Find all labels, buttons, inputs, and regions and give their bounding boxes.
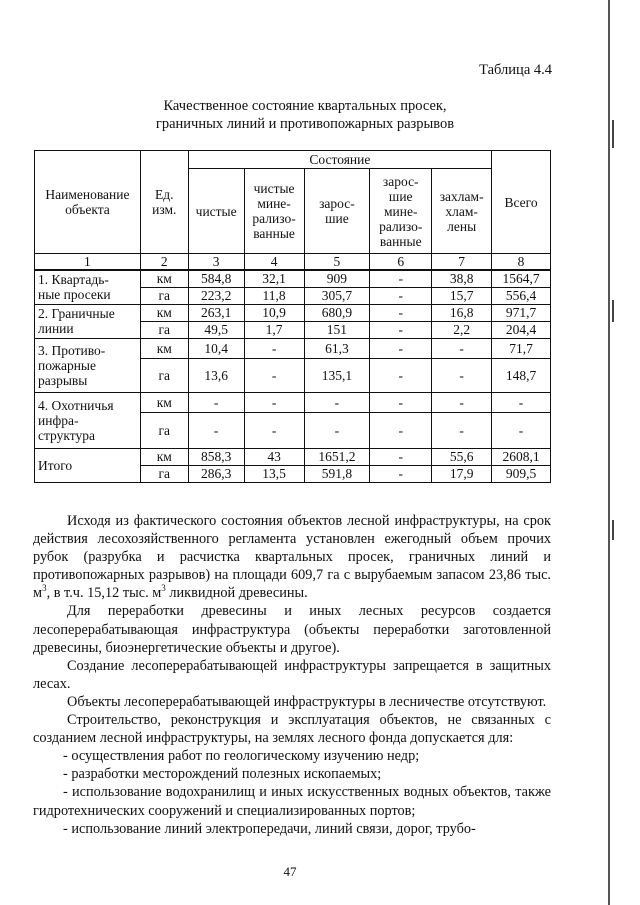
header-line: чистые: [253, 181, 295, 196]
value-cell: 286,3: [188, 465, 244, 482]
header-name: [35, 151, 141, 254]
header-line: мине-: [384, 203, 418, 219]
value-cell: -: [370, 392, 432, 412]
column-number: 7: [432, 254, 492, 271]
value-cell: 680,9: [304, 304, 370, 321]
row-name-line: 2. Граничные: [38, 306, 115, 321]
table-title: [60, 97, 550, 133]
column-number: 1: [35, 254, 141, 271]
header-line: зарос-: [382, 173, 419, 189]
list-item: [33, 765, 551, 783]
header-line: шие: [325, 211, 349, 226]
value-cell: -: [244, 358, 304, 392]
column-number: 3: [188, 254, 244, 271]
value-cell: 151: [304, 321, 370, 338]
table-title-line: граничных линий и противопожарных разрывов: [155, 116, 455, 132]
value-cell: 13,6: [188, 358, 244, 392]
row-name: [35, 270, 141, 304]
row-name: [35, 392, 141, 448]
paragraph: [33, 657, 551, 693]
row-name: [35, 338, 141, 392]
header-line: Ед.: [155, 187, 174, 202]
header-line: ванные: [253, 226, 295, 241]
row-name-line: линии: [38, 321, 74, 336]
unit-cell: га: [140, 465, 188, 482]
unit-cell: га: [140, 358, 188, 392]
paragraph-text: Исходя из фактического состояния объектов лесной инфраструктуры, на срок действия лесохозяйственного регламента установлен ежегодный объем прочих рубок (разрубка и расчистка квартальных просек, граничных линий и противопожарных разрывов) на площади 609,7 га с вырубаемым запасом 23,86 тыс. м: [33, 513, 551, 602]
scan-edge-mark: [612, 120, 614, 148]
paragraph-text: Объекты лесоперерабатывающей инфраструктуры в лесничестве отсутствуют.: [67, 693, 547, 710]
table-row: [35, 392, 551, 412]
value-cell: -: [188, 412, 244, 448]
paragraph: [33, 512, 551, 602]
value-cell: -: [304, 412, 370, 448]
value-cell: -: [304, 392, 370, 412]
value-cell: -: [432, 412, 492, 448]
scan-edge-mark: [612, 520, 614, 540]
value-cell: -: [432, 358, 492, 392]
unit-cell: га: [140, 287, 188, 304]
header-line: захлам-: [439, 188, 484, 204]
value-cell: 971,7: [492, 304, 551, 321]
unit-cell: га: [140, 412, 188, 448]
header-line: Всего: [504, 194, 538, 210]
value-cell: 55,6: [432, 448, 492, 465]
value-cell: 2,2: [432, 321, 492, 338]
paragraph: [33, 602, 551, 656]
infrastructure-table: [34, 150, 551, 483]
paragraph-text: ликвидной древесины.: [165, 585, 308, 602]
row-name: [35, 448, 141, 482]
header-total: [492, 151, 551, 254]
page-number: 47: [283, 864, 297, 879]
table-row: [35, 338, 551, 358]
list-item: [33, 747, 551, 765]
unit-cell: км: [140, 338, 188, 358]
value-cell: -: [492, 392, 551, 412]
paragraph-text: Строительство, реконструкция и эксплуатация объектов, не связанных с созданием лесной инфраструктуры, на землях лесного фонда допускается для:: [33, 712, 551, 747]
superscript: 3: [161, 583, 166, 594]
column-number-row: [35, 254, 551, 271]
table-row: [35, 270, 551, 287]
value-cell: -: [244, 412, 304, 448]
paragraph-text: , в т.ч. 15,12 тыс. м: [46, 585, 162, 602]
value-cell: -: [370, 304, 432, 321]
header-unit: [140, 151, 188, 254]
value-cell: 43: [244, 448, 304, 465]
row-name-line: 1. Квартадь-: [38, 272, 109, 288]
value-cell: 17,9: [432, 465, 492, 482]
header-line: мине-: [257, 196, 291, 211]
unit-cell: км: [140, 392, 188, 412]
value-cell: -: [370, 270, 432, 287]
header-line: объекта: [65, 202, 110, 217]
value-cell: 204,4: [492, 321, 551, 338]
value-cell: 10,4: [188, 338, 244, 358]
value-cell: 61,3: [304, 338, 370, 358]
unit-cell: км: [140, 304, 188, 321]
value-cell: 2608,1: [492, 448, 551, 465]
value-cell: 1651,2: [304, 448, 370, 465]
header-line: хлам-: [445, 203, 478, 219]
value-cell: -: [244, 338, 304, 358]
paragraph-text: - использование линий электропередачи, линий связи, дорог, трубо-: [63, 820, 476, 837]
value-cell: 15,7: [432, 287, 492, 304]
header-line: изм.: [152, 202, 177, 217]
value-cell: 11,8: [244, 287, 304, 304]
column-number: 6: [370, 254, 432, 271]
value-cell: 49,5: [188, 321, 244, 338]
row-name-line: структура: [38, 427, 95, 443]
column-number: 2: [140, 254, 188, 271]
table-row: [35, 304, 551, 321]
value-cell: 858,3: [188, 448, 244, 465]
value-cell: -: [370, 338, 432, 358]
value-cell: 223,2: [188, 287, 244, 304]
header-row: [35, 151, 551, 169]
value-cell: 32,1: [244, 270, 304, 287]
value-cell: -: [370, 412, 432, 448]
value-cell: -: [370, 358, 432, 392]
value-cell: 135,1: [304, 358, 370, 392]
value-cell: 305,7: [304, 287, 370, 304]
body-text: [33, 512, 551, 838]
header-line: рализо-: [379, 218, 423, 234]
value-cell: -: [432, 392, 492, 412]
superscript: 3: [42, 583, 47, 594]
value-cell: -: [492, 412, 551, 448]
header-line: шие: [388, 188, 413, 204]
row-name-line: разрывы: [38, 372, 88, 388]
header-line: лены: [447, 218, 477, 234]
value-cell: 10,9: [244, 304, 304, 321]
scan-edge-line: [608, 0, 610, 905]
value-cell: 71,7: [492, 338, 551, 358]
row-name-line: 4. Охотничья: [38, 397, 114, 413]
value-cell: 16,8: [432, 304, 492, 321]
table-row: [35, 448, 551, 465]
column-number: 4: [244, 254, 304, 271]
value-cell: 909,5: [492, 465, 551, 482]
row-name-line: инфра-: [38, 412, 79, 428]
table-caption: Таблица 4.4: [479, 62, 552, 78]
list-item: [33, 820, 551, 838]
table-title-line: Качественное состояние квартальных просек,: [163, 98, 447, 114]
unit-cell: км: [140, 270, 188, 287]
paragraph-text: - использование водохранилищ и иных искусственных водных объектов, также гидротехнических сооружений и специализированных портов;: [33, 784, 551, 819]
value-cell: 13,5: [244, 465, 304, 482]
header-state-c4: [370, 169, 432, 254]
row-name: [35, 304, 141, 338]
paragraph-text: - осуществления работ по геологическому изучению недр;: [63, 748, 420, 765]
header-line: зарос-: [319, 196, 355, 211]
value-cell: -: [370, 448, 432, 465]
header-state-c1: [188, 169, 244, 254]
paragraph: [33, 711, 551, 747]
header-line: чистые: [195, 203, 237, 219]
header-state-c2: [244, 169, 304, 254]
value-cell: 556,4: [492, 287, 551, 304]
value-cell: 584,8: [188, 270, 244, 287]
unit-cell: га: [140, 321, 188, 338]
value-cell: -: [432, 338, 492, 358]
row-name-line: Итого: [38, 457, 73, 473]
value-cell: 591,8: [304, 465, 370, 482]
paragraph-text: Создание лесоперерабатывающей инфраструктуры запрещается в защитных лесах.: [33, 657, 551, 692]
header-state: Состояние: [188, 151, 491, 169]
value-cell: -: [188, 392, 244, 412]
paragraph: [33, 693, 551, 711]
value-cell: -: [370, 287, 432, 304]
header-line: Наименование: [45, 187, 130, 202]
value-cell: -: [244, 392, 304, 412]
value-cell: 38,8: [432, 270, 492, 287]
paragraph-text: Для переработки древесины и иных лесных ресурсов создается лесоперерабатывающая инфраструктура (объекты переработки заготовленной древесины, биоэнергетические объекты и другое).: [33, 603, 551, 656]
header-line: ванные: [379, 233, 422, 249]
row-name-line: ные просеки: [38, 287, 111, 303]
value-cell: -: [370, 465, 432, 482]
header-state-c5: [432, 169, 492, 254]
list-item: [33, 783, 551, 819]
unit-cell: км: [140, 448, 188, 465]
column-number: 5: [304, 254, 370, 271]
header-line: рализо-: [252, 211, 296, 226]
header-state-c3: [304, 169, 370, 254]
value-cell: 148,7: [492, 358, 551, 392]
value-cell: 1564,7: [492, 270, 551, 287]
value-cell: -: [370, 321, 432, 338]
scan-edge-mark: [612, 300, 614, 322]
column-number: 8: [492, 254, 551, 271]
value-cell: 263,1: [188, 304, 244, 321]
row-name-line: пожарные: [38, 357, 96, 373]
row-name-line: 3. Противо-: [38, 342, 106, 358]
paragraph-text: - разработки месторождений полезных ископаемых;: [63, 766, 382, 783]
value-cell: 1,7: [244, 321, 304, 338]
value-cell: 909: [304, 270, 370, 287]
